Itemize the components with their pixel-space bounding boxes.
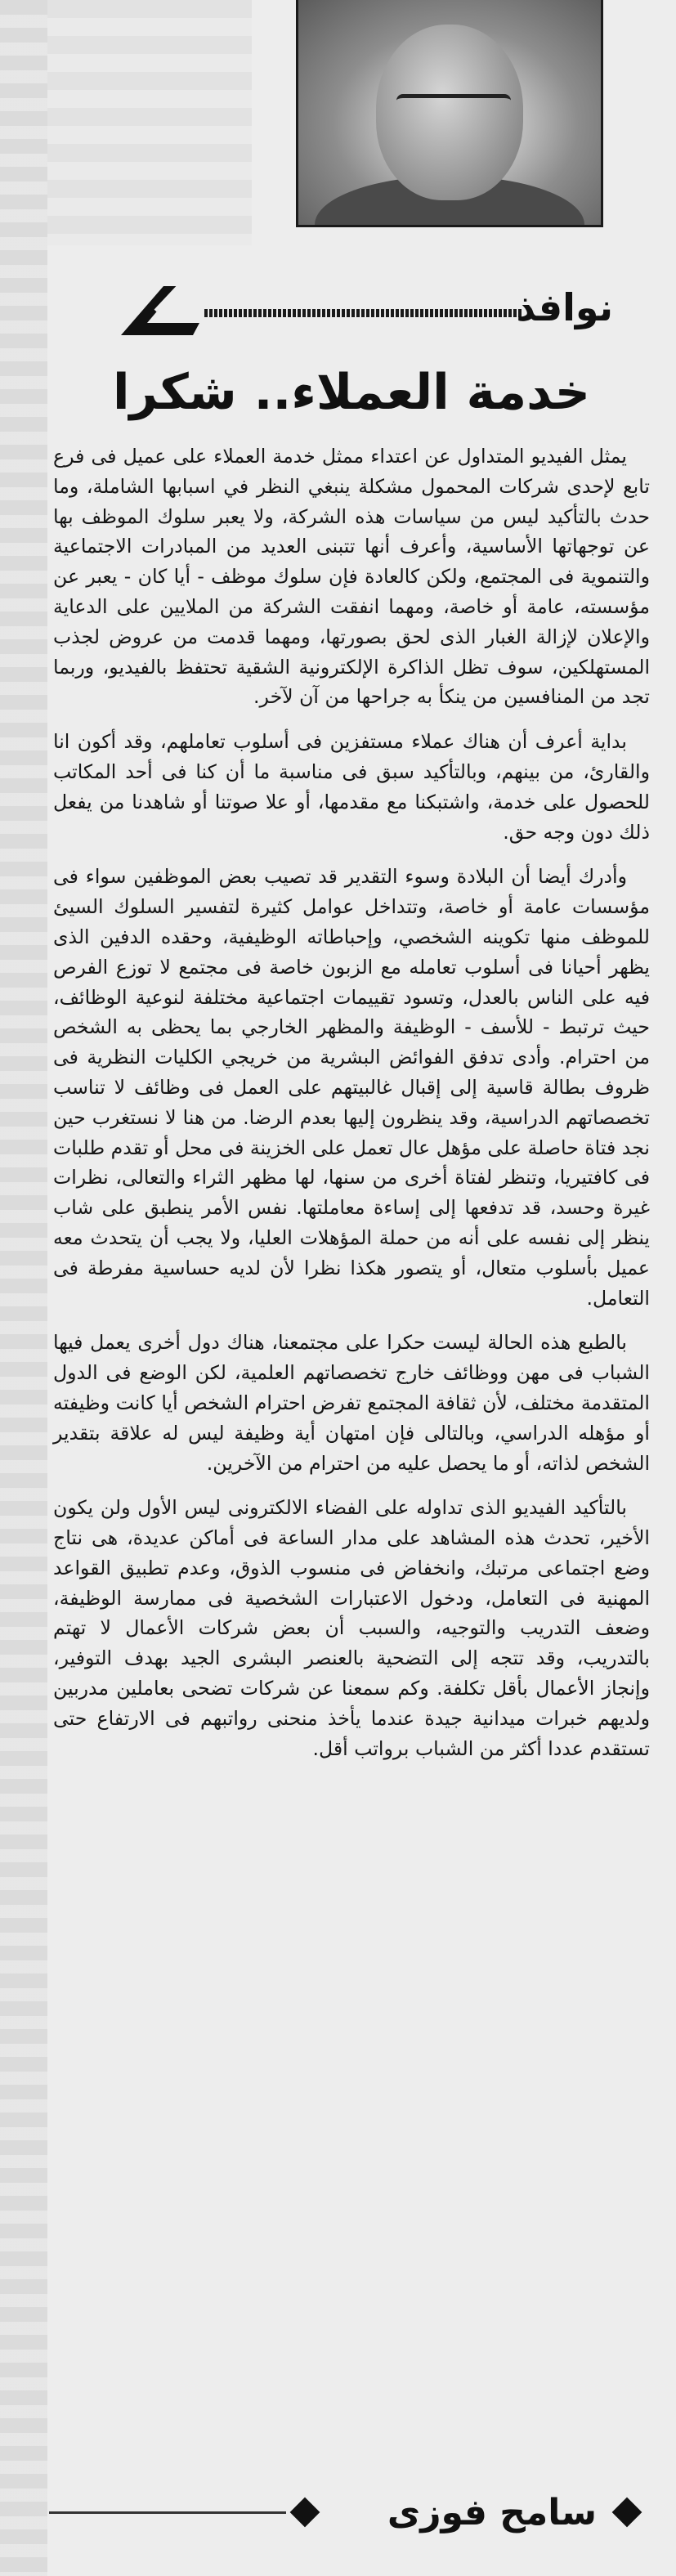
column-name: نوافذ <box>516 285 613 329</box>
article-body <box>53 441 650 1778</box>
article-paragraph: بالطبع هذه الحالة ليست حكرا على مجتمعنا، هناك دول أخرى يعمل فيها الشباب فى مهن ووظائف خارج تخصصاتهم العلمية، لكن الوضع فى الدول المتقدمة مختلف، لأن ثقافة المجتمع تفرض احترام الشخص أيا كانت وظيفته أو مؤهله الدراسي، وبالتالى فإن امتهان أية وظيفة ليس له علاقة بتقدير الشخص لذاته، أو ما يحصل عليه من احترام من الآخرين. <box>53 1331 650 1475</box>
article-paragraph: بالتأكيد الفيديو الذى تداوله على الفضاء الالكترونى ليس الأول ولن يكون الأخير، تحدث هذه المشاهد على مدار الساعة فى أماكن عديدة، هى نتاج وضع اجتماعى مرتبك، وانخفاض فى منسوب الذوق، وعدم تطبيق القواعد المهنية فى التعامل، ودخول الاعتبارات الشخصية فى ممارسة الوظيفة، وضعف التدريب والتوجيه، والسبب أن بعض شركات الأعمال لا تهتم بالتدريب، وقد تتجه إلى التضحية بالعنصر البشرى الجيد بهدف التوفير، وإنجاز الأعمال بأقل تكلفة. وكم سمعنا عن شركات تضحى بعاملين مدربين ولديهم خبرات ميدانية جيدة عندما يأخذ منحنى رواتبهم فى الارتفاع حتى تستقدم عددا أكثر من الشباب برواتب أقل. <box>53 1496 650 1760</box>
article-paragraph: يمثل الفيديو المتداول عن اعتداء ممثل خدمة العملاء على عميل فى فرع تابع لإحدى شركات المحمول مشكلة ينبغي النظر في اسبابها الشاملة، وما حدث بالتأكيد ليس من سياسات هذه الشركة، ولا يعبر سلوك الموظف بها عن توجهاتها الأساسية، وأعرف أنها تتبنى العديد من المبادرات الاجتماعية والتنموية فى المجتمع، ولكن كالعادة فإن سلوك موظف - أيا كان - يعبر عن مؤسسته، عامة أو خاصة، ومهما انفقت الشركة من الملايين على الدعاية والإعلان لإزالة الغبار الذى لحق بصورتها، ومهما قدمت من عروض لجذب المستهلكين، سوف تظل الذاكرة الإلكترونية الشقية تحتفظ بالفيديو، وربما تجد من المنافسين من ينكأ به جراحها من آن لآخر. <box>53 445 650 709</box>
adjacent-column-bleed-top <box>47 0 252 245</box>
author-photo-glasses <box>396 94 511 123</box>
article-paragraph: وأدرك أيضا أن البلادة وسوء التقدير قد تصيب بعض الموظفين سواء فى مؤسسات عامة أو خاصة، وتتداخل عوامل كثيرة لتفسير السلوك السيئ للموظف منها تكوينه الشخصي، وإحباطاته الوظيفية، وحقده الدفين الذى يظهر أحيانا فى أسلوب تعامله مع الزبون خاصة فى مجتمع لا توزع الفرص فيه على الناس بالعدل، وتسود تقييمات اجتماعية مختلفة لنوعية الوظائف، حيث ترتبط - للأسف - الوظيفة والمظهر الخارجي بما يحظى به الشخص من احترام. وأدى تدفق الفوائض البشرية من خريجي الكليات النظرية فى ظروف بطالة قاسية إلى إقبال غالبيتهم على العمل فى وظائف لا تناسب تخصصاتهم الدراسية، وقد ينظرون إليها بعدم الرضا. من هنا لا نستغرب حين نجد فتاة حاصلة على مؤهل عال تعمل على الخزينة فى محل أو تقدم طلبات فى كافتيريا، وتنظر لفتاة أخرى من سنها، لها مظهر الثراء والتعالى، نظرات غيرة وحسد، قد تدفعها إلى إساءة معاملتها. نفس الأمر ينطبق على شاب ينظر إلى نفسه على أنه من حملة المؤهلات العليا، ولا يجب أن يتحدث معه عميل بأسلوب متعال، أو يتصور هكذا نظرا لأن لديه حساسية مفرطة فى التعامل. <box>53 865 650 1310</box>
signature-rule <box>49 2511 286 2514</box>
author-photo <box>296 0 603 227</box>
column-logo-icon <box>114 278 204 343</box>
adjacent-column-bleed <box>0 0 47 2576</box>
author-signature <box>49 2485 654 2542</box>
diamond-ornament-icon <box>612 2498 642 2528</box>
column-header-rule <box>204 309 523 317</box>
diamond-ornament-icon <box>290 2498 320 2528</box>
author-name: سامح فوزى <box>387 2492 597 2533</box>
article-title: خدمة العملاء.. شكرا <box>112 364 590 421</box>
article-paragraph: بداية أعرف أن هناك عملاء مستفزين فى أسلوب تعاملهم، وقد أكون انا والقارئ، من بينهم، وبالتأكيد سبق فى مناسبة ما أن كنا فى أحد المكاتب للحصول على خدمة، واشتبكنا مع مقدمها، أو علا صوتنا أو شاهدنا من يفعل ذلك دون وجه حق. <box>53 730 650 844</box>
column-header <box>114 278 613 343</box>
